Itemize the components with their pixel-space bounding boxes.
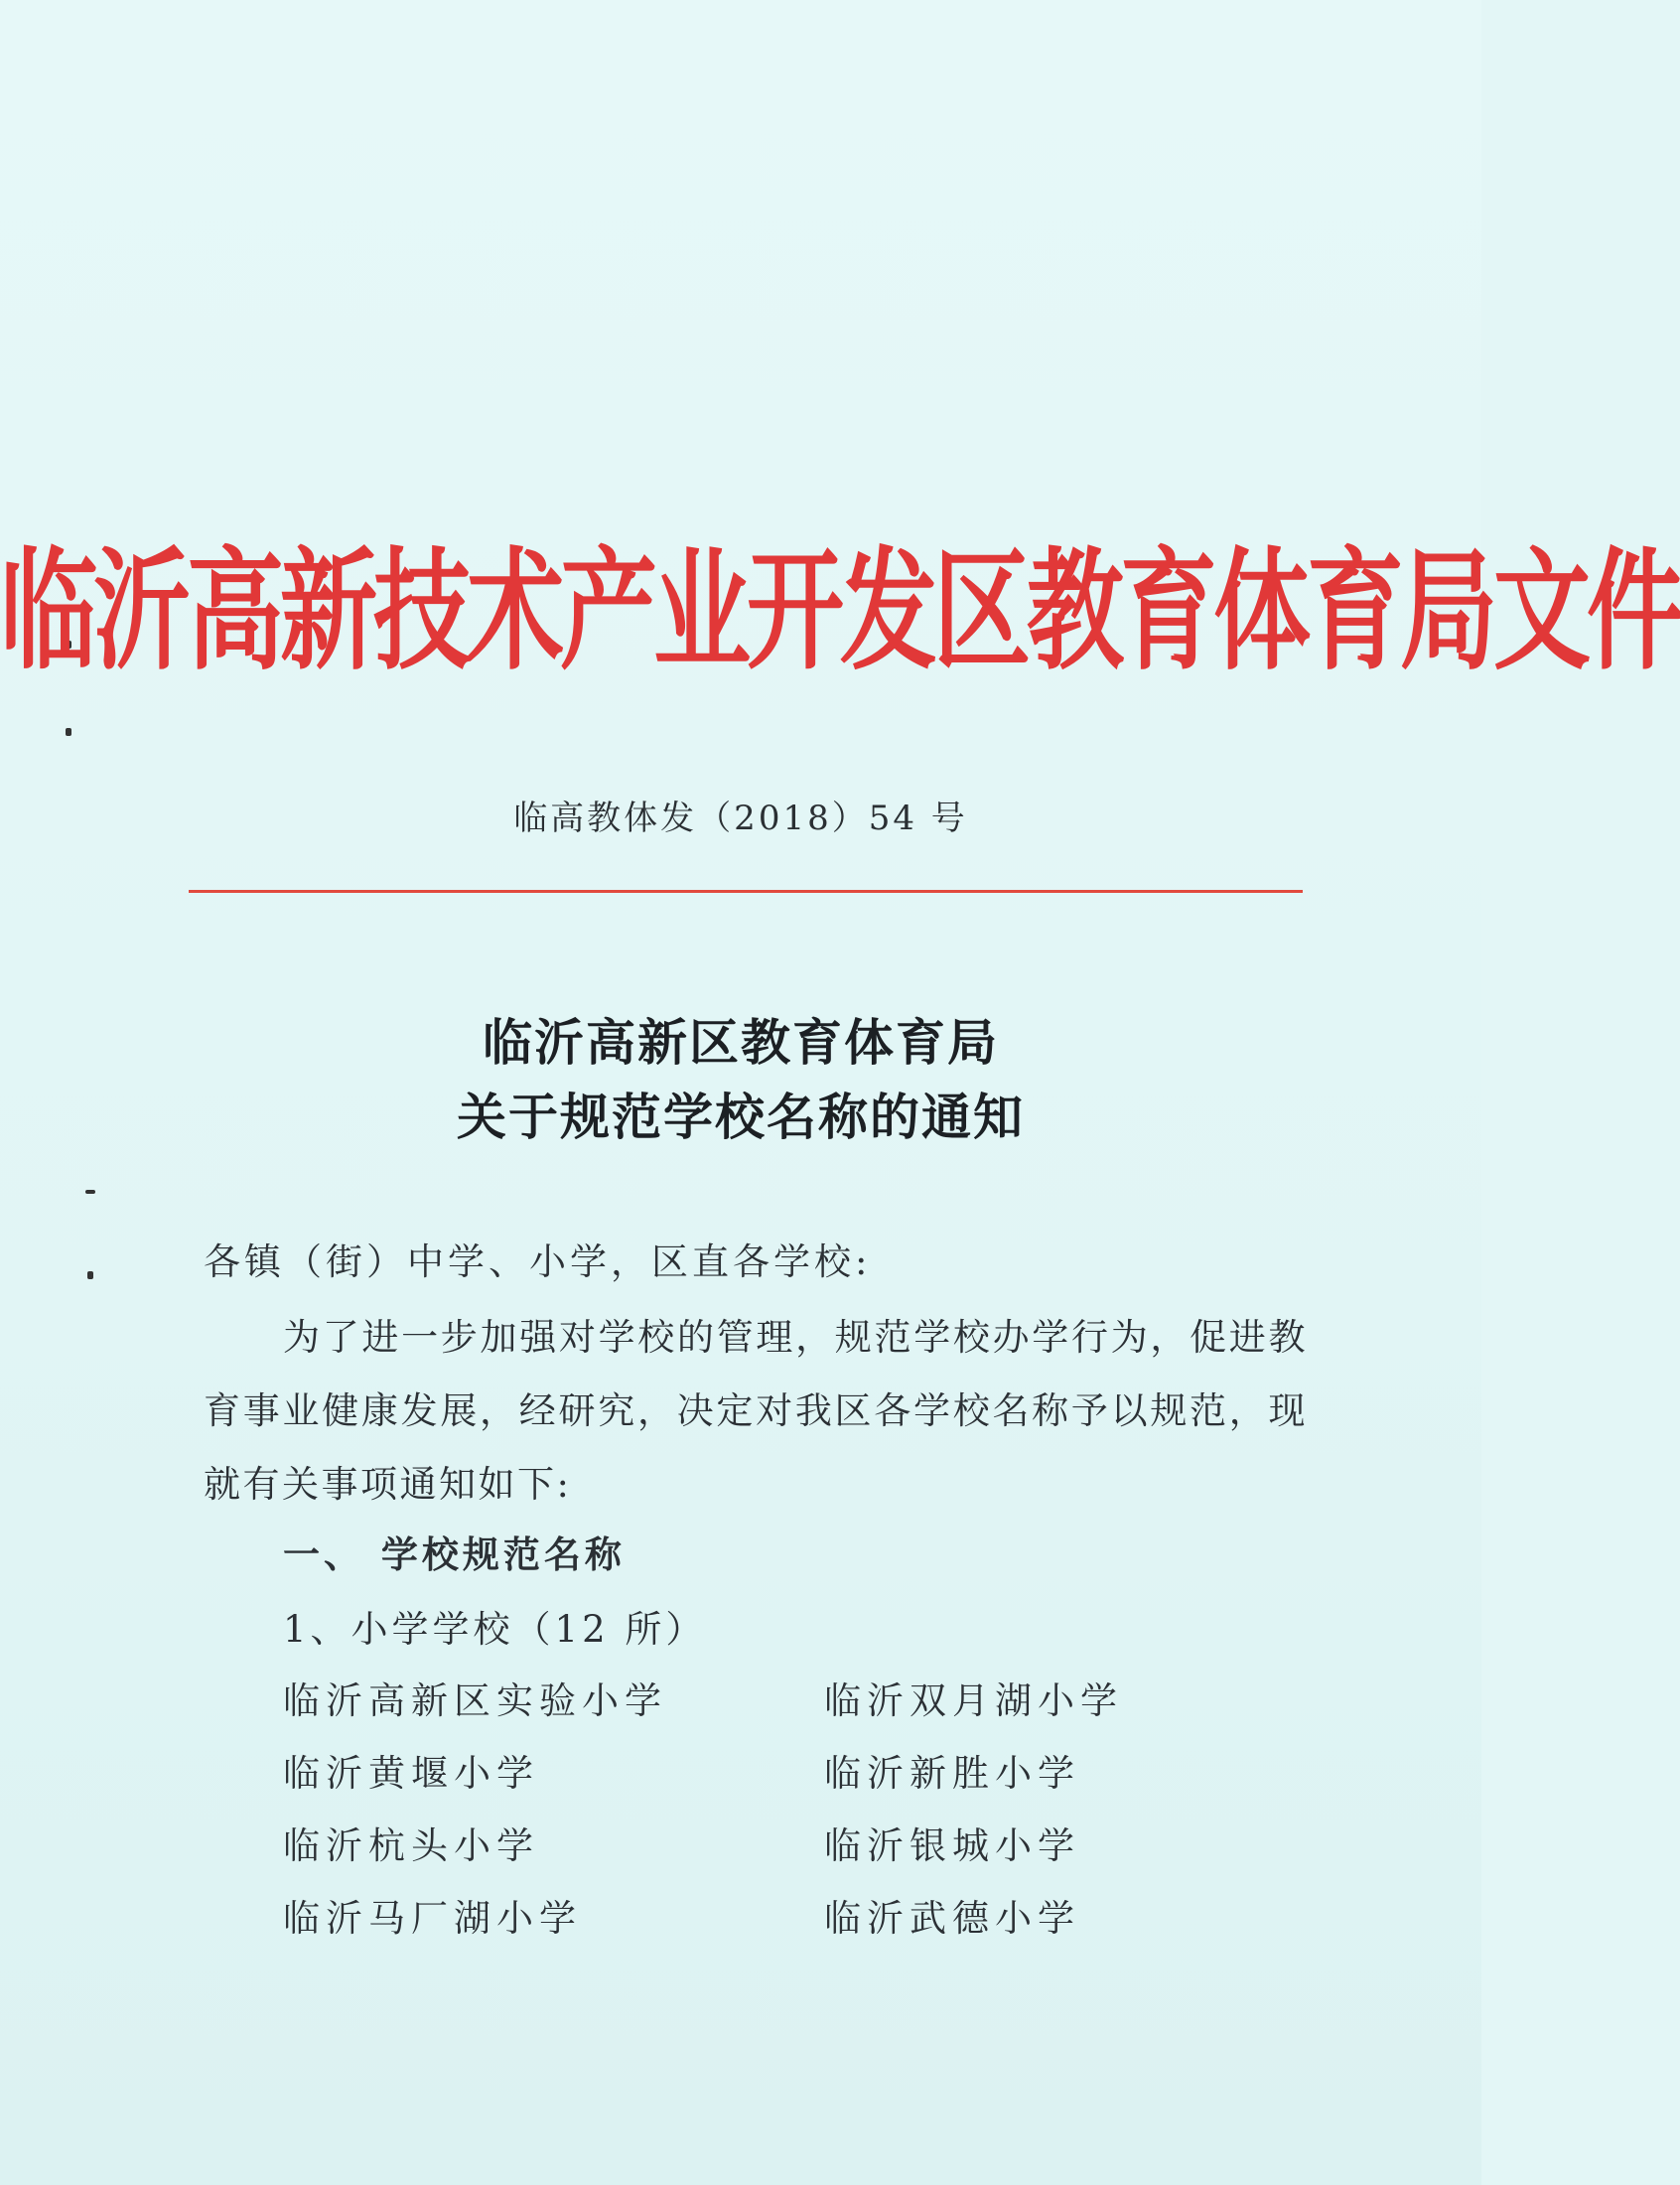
red-divider-line xyxy=(189,890,1303,893)
school-name: 临沂杭头小学 xyxy=(283,1824,539,1867)
section-heading: 一、 学校规范名称 xyxy=(283,1532,626,1576)
school-name: 临沂银城小学 xyxy=(824,1824,1080,1867)
binding-mark xyxy=(87,1271,93,1279)
intro-paragraph: 为了进一步加强对学校的管理，规范学校办学行为，促进教育事业健康发展，经研究，决定对我区各学校名称予以规范，现就有关事项通知如下: xyxy=(204,1316,1308,1506)
notice-title-line-1: 临沂高新区教育体育局 xyxy=(483,1013,999,1072)
notice-title-line-2: 关于规范学校名称的通知 xyxy=(457,1088,1025,1146)
document-number: 临高教体发（2018）54 号 xyxy=(513,799,968,838)
binding-mark xyxy=(66,728,71,736)
document-masthead: 临沂高新技术产业开发区教育体育局文件 xyxy=(0,535,1680,689)
school-name: 临沂黄堰小学 xyxy=(283,1752,539,1795)
salutation: 各镇（街）中学、小学，区直各学校: xyxy=(204,1240,872,1283)
school-name: 临沂马厂湖小学 xyxy=(283,1897,582,1940)
school-name: 临沂双月湖小学 xyxy=(824,1679,1123,1722)
school-name: 临沂武德小学 xyxy=(824,1897,1080,1940)
school-name: 临沂高新区实验小学 xyxy=(283,1679,667,1722)
subsection-heading: 1、小学学校（12 所） xyxy=(283,1608,707,1651)
school-name: 临沂新胜小学 xyxy=(824,1752,1080,1795)
binding-mark xyxy=(85,1190,95,1194)
